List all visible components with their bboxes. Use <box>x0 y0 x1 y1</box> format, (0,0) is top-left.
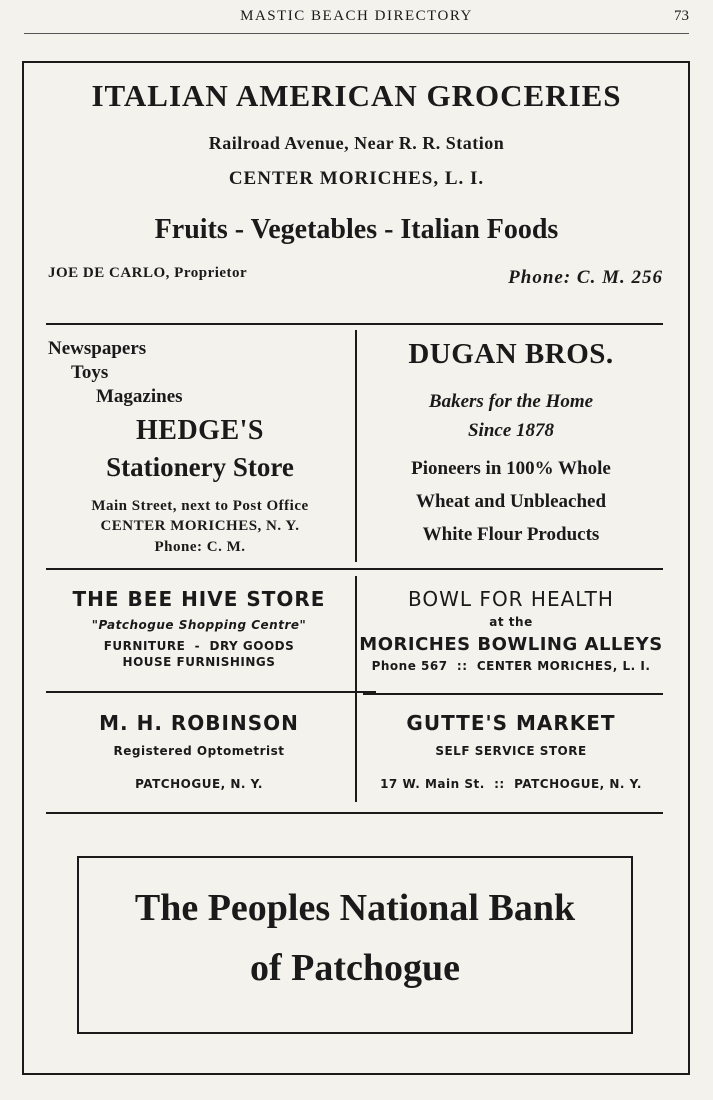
italian-american-name: ITALIAN AMERICAN GROCERIES <box>91 78 622 113</box>
hedges-phone: Phone: C. M. <box>154 539 246 555</box>
hedges-address: Main Street, next to Post Office <box>91 498 309 514</box>
divider-middle <box>46 568 663 570</box>
hedges-town: CENTER MORICHES, N. Y. <box>100 518 300 534</box>
guttes-subtitle: SELF SERVICE STORE <box>435 744 587 758</box>
dugan-line-pioneers: Pioneers in 100% Whole <box>411 458 611 479</box>
guttes-name: GUTTE'S MARKET <box>406 711 616 735</box>
page-number: 73 <box>674 8 689 24</box>
directory-title: MASTIC BEACH DIRECTORY <box>240 8 473 24</box>
hedges-subtitle: Stationery Store <box>106 452 294 482</box>
bank-name-line1: The Peoples National Bank <box>134 887 576 929</box>
dugan-line-bakers: Bakers for the Home <box>428 391 594 412</box>
divider-vertical-lower <box>355 576 357 802</box>
bee-hive-line-furniture: FURNITURE - DRY GOODS <box>103 639 295 653</box>
bank-ad-box <box>77 856 633 1034</box>
hedges-item-newspapers: Newspapers <box>48 338 147 359</box>
robinson-name: M. H. ROBINSON <box>99 711 299 735</box>
divider-top <box>46 323 663 325</box>
guttes-address: 17 W. Main St. :: PATCHOGUE, N. Y. <box>380 777 642 791</box>
dugan-line-since: Since 1878 <box>467 420 555 441</box>
dugan-line-wheat: Wheat and Unbleached <box>415 491 607 512</box>
divider-left-row <box>46 691 376 693</box>
bee-hive-name: THE BEE HIVE STORE <box>72 587 326 611</box>
divider-vertical-upper <box>355 330 357 562</box>
italian-american-proprietor: JOE DE CARLO, Proprietor <box>48 265 248 281</box>
bee-hive-line-furnishings: HOUSE FURNISHINGS <box>122 655 276 669</box>
divider-right-row <box>363 693 663 695</box>
dugan-name: DUGAN BROS. <box>408 338 614 370</box>
italian-american-town: CENTER MORICHES, L. I. <box>228 168 485 189</box>
italian-american-phone: Phone: C. M. 256 <box>508 267 663 288</box>
bowling-name: MORICHES BOWLING ALLEYS <box>359 634 663 655</box>
hedges-name: HEDGE'S <box>136 415 264 446</box>
bank-name-line2: of Patchogue <box>249 947 461 989</box>
robinson-title: Registered Optometrist <box>113 744 285 758</box>
divider-bottom <box>46 812 663 814</box>
bee-hive-subtitle: "Patchogue Shopping Centre" <box>91 618 307 632</box>
italian-american-address: Railroad Avenue, Near R. R. Station <box>208 133 505 153</box>
hedges-item-toys: Toys <box>71 362 109 383</box>
bowling-at: at the <box>489 615 533 629</box>
hedges-item-magazines: Magazines <box>96 386 183 407</box>
page-header <box>24 0 689 34</box>
dugan-line-flour: White Flour Products <box>422 524 600 545</box>
bowling-phone: Phone 567 :: CENTER MORICHES, L. I. <box>371 659 651 673</box>
italian-american-tagline: Fruits - Vegetables - Italian Foods <box>154 214 559 245</box>
robinson-town: PATCHOGUE, N. Y. <box>135 777 263 791</box>
bowling-head: BOWL FOR HEALTH <box>408 587 614 611</box>
